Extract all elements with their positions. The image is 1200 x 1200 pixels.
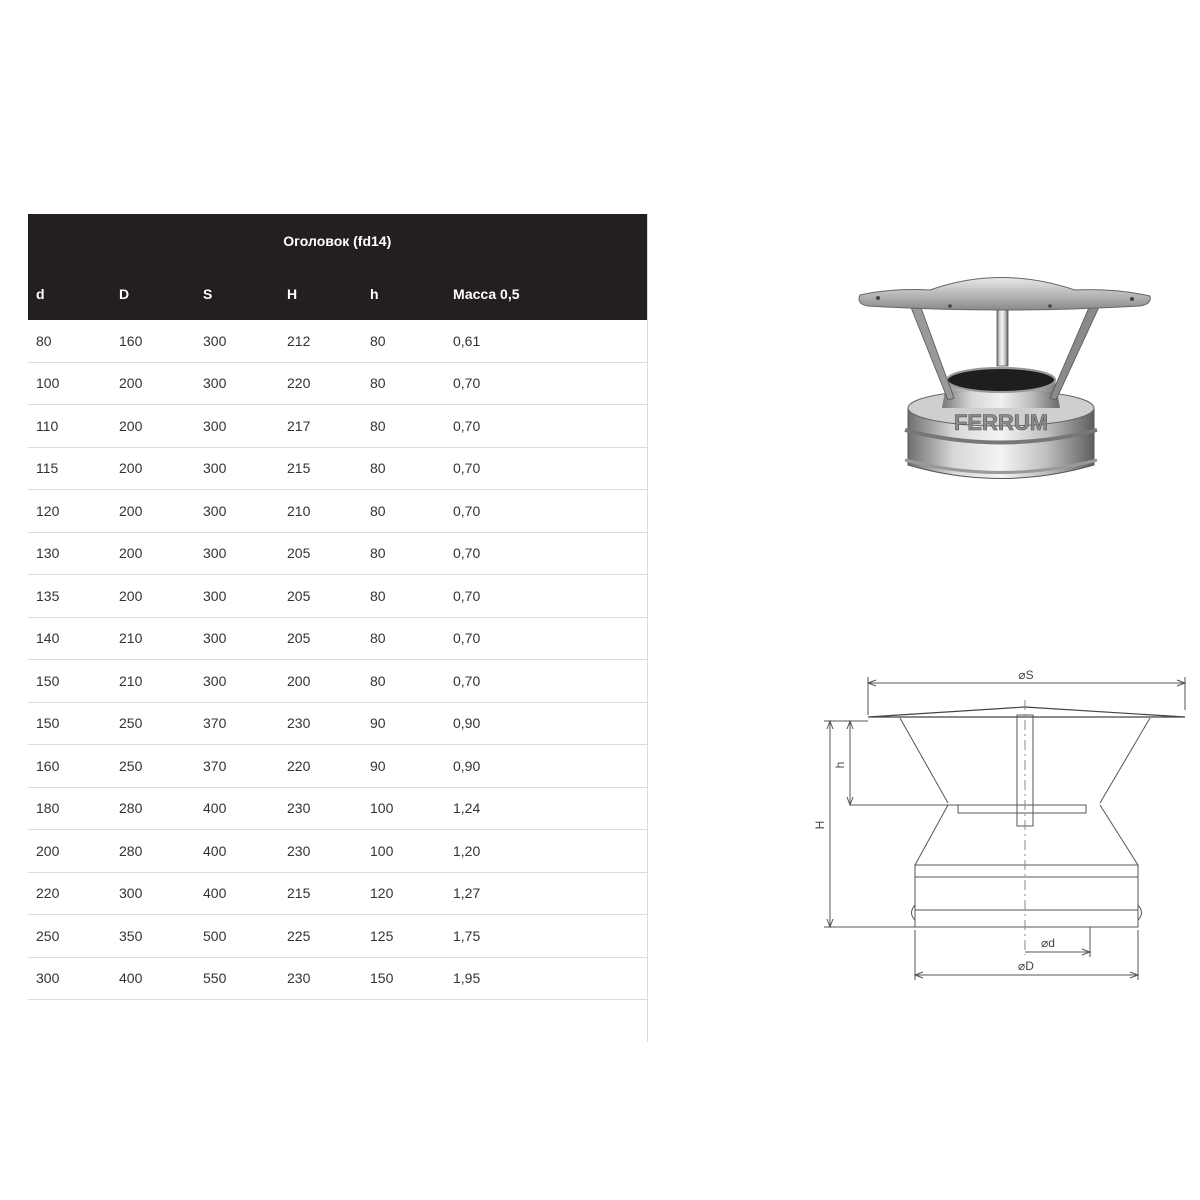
table-cell: 200 <box>111 490 195 533</box>
table-cell <box>111 1000 195 1042</box>
table-cell: 220 <box>279 745 362 788</box>
table-cell: 250 <box>111 702 195 745</box>
table-cell: 160 <box>111 320 195 362</box>
table-cell: 120 <box>28 490 111 533</box>
table-cell <box>28 1000 111 1042</box>
table-row <box>28 532 647 575</box>
label-S: ⌀S <box>1018 668 1034 682</box>
table-cell: 80 <box>362 490 445 533</box>
table-cell: 1,27 <box>445 872 647 915</box>
table-cell: 150 <box>28 660 111 703</box>
spec-table <box>28 214 648 1042</box>
table-cell <box>195 1000 279 1042</box>
table-cell: 230 <box>279 787 362 830</box>
column-header-h: h <box>362 268 445 320</box>
table-cell: 80 <box>362 660 445 703</box>
table-row <box>28 447 647 490</box>
table-cell: 220 <box>28 872 111 915</box>
label-h: h <box>833 761 847 769</box>
table-cell: 210 <box>111 660 195 703</box>
table-cell: 200 <box>279 660 362 703</box>
table-cell: 1,20 <box>445 830 647 873</box>
table-row <box>28 362 647 405</box>
table-cell: 500 <box>195 915 279 958</box>
table-cell: 300 <box>195 575 279 618</box>
table-cell <box>445 1000 647 1042</box>
table-cell: 212 <box>279 320 362 362</box>
table-cell: 300 <box>28 957 111 1000</box>
table-cell: 280 <box>111 787 195 830</box>
table-cell: 215 <box>279 872 362 915</box>
table-cell: 230 <box>279 830 362 873</box>
table-cell: 200 <box>111 405 195 448</box>
table-cell: 225 <box>279 915 362 958</box>
table-title: Оголовок (fd14) <box>28 214 647 268</box>
table-body <box>28 320 647 1042</box>
table-row <box>28 660 647 703</box>
table-cell: 80 <box>28 320 111 362</box>
table-cell: 300 <box>111 872 195 915</box>
table-row <box>28 405 647 448</box>
table-cell: 300 <box>195 660 279 703</box>
table-cell: 205 <box>279 532 362 575</box>
table-cell: 400 <box>111 957 195 1000</box>
column-header-S: S <box>195 268 279 320</box>
table-cell: 210 <box>111 617 195 660</box>
label-H: H <box>813 820 827 830</box>
table-cell: 1,75 <box>445 915 647 958</box>
table-row <box>28 957 647 1000</box>
technical-drawing <box>800 655 1200 995</box>
table-cell: 135 <box>28 575 111 618</box>
table-cell: 300 <box>195 490 279 533</box>
table-cell: 100 <box>28 362 111 405</box>
table-cell: 200 <box>28 830 111 873</box>
table-cell: 1,95 <box>445 957 647 1000</box>
table-cell: 80 <box>362 532 445 575</box>
table-cell: 125 <box>362 915 445 958</box>
column-header-mass: Масса 0,5 <box>445 268 647 320</box>
table-cell: 0,70 <box>445 362 647 405</box>
table-cell <box>279 1000 362 1042</box>
table-cell: 140 <box>28 617 111 660</box>
table-cell: 0,70 <box>445 660 647 703</box>
table-cell: 217 <box>279 405 362 448</box>
table-cell: 200 <box>111 362 195 405</box>
table-cell: 0,90 <box>445 745 647 788</box>
table-cell: 550 <box>195 957 279 1000</box>
table-cell: 120 <box>362 872 445 915</box>
table-cell: 0,90 <box>445 702 647 745</box>
label-d: ⌀d <box>1041 936 1055 950</box>
table-cell: 0,70 <box>445 532 647 575</box>
table-row <box>28 490 647 533</box>
table-cell: 400 <box>195 787 279 830</box>
table-cell: 215 <box>279 447 362 490</box>
table-row <box>28 745 647 788</box>
table-cell: 115 <box>28 447 111 490</box>
table-cell: 0,61 <box>445 320 647 362</box>
table-cell: 220 <box>279 362 362 405</box>
table-row <box>28 872 647 915</box>
table-cell <box>362 1000 445 1042</box>
table-row <box>28 830 647 873</box>
table-cell: 205 <box>279 575 362 618</box>
table-row <box>28 575 647 618</box>
table-cell: 90 <box>362 702 445 745</box>
table-cell: 100 <box>362 830 445 873</box>
table-cell: 80 <box>362 617 445 660</box>
table-tail <box>28 1000 647 1042</box>
table-cell: 200 <box>111 447 195 490</box>
table-cell: 205 <box>279 617 362 660</box>
column-header-D: D <box>111 268 195 320</box>
table-cell: 230 <box>279 957 362 1000</box>
ferrum-logo: FERRUM <box>953 410 1049 435</box>
table-row <box>28 915 647 958</box>
table-cell: 370 <box>195 745 279 788</box>
table-cell: 0,70 <box>445 405 647 448</box>
table-cell: 130 <box>28 532 111 575</box>
table-row <box>28 617 647 660</box>
table-header-row <box>28 268 647 320</box>
table-row <box>28 787 647 830</box>
table-cell: 110 <box>28 405 111 448</box>
table-cell: 80 <box>362 362 445 405</box>
table-cell: 80 <box>362 405 445 448</box>
label-D: ⌀D <box>1018 959 1034 973</box>
table-cell: 300 <box>195 532 279 575</box>
table-cell: 150 <box>28 702 111 745</box>
table-cell: 0,70 <box>445 490 647 533</box>
table-title-row <box>28 214 647 268</box>
table-cell: 200 <box>111 532 195 575</box>
table-cell: 300 <box>195 405 279 448</box>
table-cell: 0,70 <box>445 575 647 618</box>
table-cell: 300 <box>195 362 279 405</box>
table-cell: 160 <box>28 745 111 788</box>
table-cell: 80 <box>362 447 445 490</box>
table-cell: 1,24 <box>445 787 647 830</box>
table-cell: 210 <box>279 490 362 533</box>
product-photo <box>850 270 1160 500</box>
table-cell: 100 <box>362 787 445 830</box>
table-cell: 180 <box>28 787 111 830</box>
table-cell: 150 <box>362 957 445 1000</box>
table-cell: 300 <box>195 447 279 490</box>
table-cell: 0,70 <box>445 617 647 660</box>
table-cell: 200 <box>111 575 195 618</box>
table-cell: 280 <box>111 830 195 873</box>
table-cell: 230 <box>279 702 362 745</box>
table-cell: 400 <box>195 872 279 915</box>
table-cell: 250 <box>28 915 111 958</box>
column-header-d: d <box>28 268 111 320</box>
table-cell: 80 <box>362 320 445 362</box>
table-cell: 300 <box>195 320 279 362</box>
table-cell: 300 <box>195 617 279 660</box>
table-cell: 80 <box>362 575 445 618</box>
table-cell: 0,70 <box>445 447 647 490</box>
column-header-H: H <box>279 268 362 320</box>
table-cell: 350 <box>111 915 195 958</box>
table-cell: 370 <box>195 702 279 745</box>
table-cell: 400 <box>195 830 279 873</box>
table-row <box>28 702 647 745</box>
table-row <box>28 320 647 362</box>
table-cell: 90 <box>362 745 445 788</box>
table-cell: 250 <box>111 745 195 788</box>
